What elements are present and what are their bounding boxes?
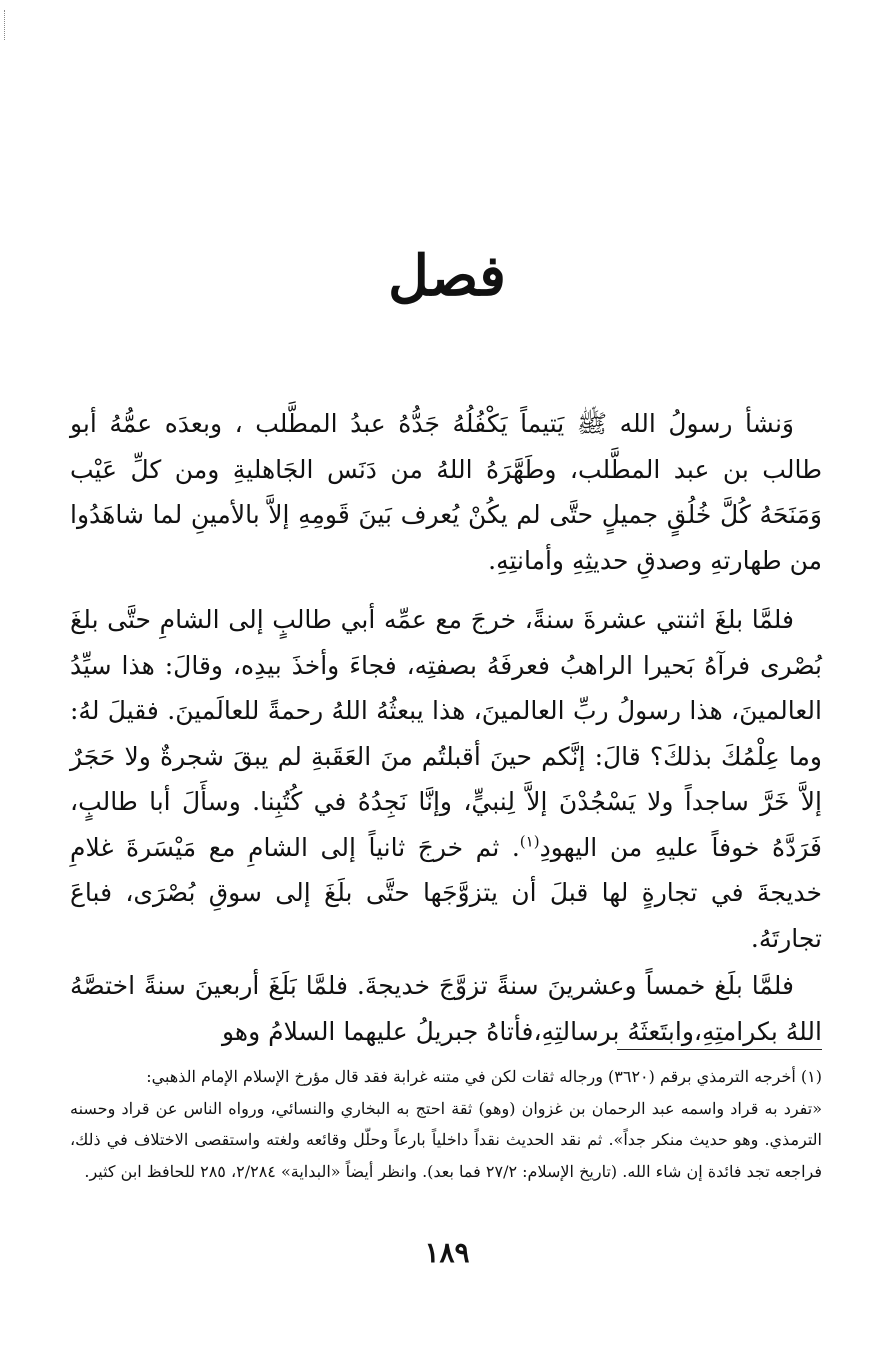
footnote-line-2: «تفرد به قراد واسمه عبد الرحمان بن غزوان (وهو) ثقة احتج به البخاري والنسائي، ورواه الناس عن قراد وحسنه الترمذي. وهو حديث منكر جداً». ثم نقد الحديث نقداً داخلياً بارعاً وحلّل وقائعه ولغته واستقصى الاختلاف في ذلك، فراجعه تجد فائدة إن شاء الله. (تاريخ الإسلام: ٢٧/٢ فما بعد). وانظر أيضاً «البداية» ٢/٢٨٤، ٢٨٥ للحافظ ابن كثير. (70, 1098, 823, 1181)
scan-edge-mark (4, 10, 7, 40)
footnote (70, 1061, 822, 1187)
footnote-separator (617, 1049, 822, 1050)
paragraph-text-before-footnote: فلمَّا بلغَ اثنتي عشرةَ سنةً، خرجَ مع عمِّه أبي طالبٍ إلى الشامِ حتَّى بلغَ بُصْرى فرآهُ بَحيرا الراهبُ فعرفَهُ بصفتِه، فجاءَ وأخذَ بيدِه، وقالَ: هذا سيِّدُ العالمينَ، هذا رسولُ ربِّ العالمينَ، هذا يبعثُهُ اللهُ رحمةً للعالَمينَ. فقيلَ لهُ: وما عِلْمُكَ بذلكَ؟ قالَ: إنَّكم حينَ أقبلتُم منَ العَقَبةِ لم يبقَ شجرةٌ ولا حَجَرٌ إلاَّ خَرَّ ساجداً ولا يَسْجُدْنَ إلاَّ لِنبيٍّ، وإنَّا نَجِدُهُ في كُتُبِنا. وسأَلَ أبا طالبٍ، فَرَدَّهُ خوفاً عليهِ من اليهودِ (70, 605, 822, 862)
page-number: ١٨٩ (424, 1236, 470, 1269)
paragraph-text-after-footnote: . ثم خرجَ ثانياً إلى الشامِ مع مَيْسَرةَ غلامِ خديجةَ في تجارةٍ لها قبلَ أن يتزوَّجَها حتَّى بلَغَ إلى سوقِ بُصْرَى، فباعَ تجارتَهُ. (70, 832, 822, 953)
paragraph-journey-to-sham (70, 597, 822, 961)
paragraph-marriage-and-prophethood: فلمَّا بلَغ خمساً وعشرينَ سنةً تزوَّجَ خديجةَ. فلمَّا بَلَغَ أربعينَ سنةً اختصَّهُ اللهُ بكرامتِهِ،وابتَعثَهُ برسالتِهِ،فأتاهُ جبريلُ عليهما السلامُ وهو (70, 971, 822, 1046)
paragraph-upbringing: وَنشأ رسولُ الله ﷺ يَتيماً يَكْفُلُهُ جَدُّهُ عبدُ المطَّلب ، وبعدَه عمُّهُ أبو طالب بن عبد المطَّلب، وطَهَّرَهُ اللهُ من دَنَس الجَاهليةِ ومن كلِّ عَيْب وَمَنَحَهُ كُلَّ خُلُقٍ جميلٍ حتَّى لم يكُنْ يُعرف بَينَ قَومِهِ إلاَّ بالأمينِ لما شاهَدُوا من طهارتهِ وصدقِ حديثِهِ وأمانتِهِ. (70, 409, 822, 575)
chapter-title: فصل (388, 242, 506, 309)
footnote-reference-marker: (١) (519, 832, 540, 851)
footnote-line-1: (١) أخرجه الترمذي برقم (٣٦٢٠) ورجاله ثقات لكن في متنه غرابة فقد قال مؤرخ الإسلام الإمام الذهبي: (146, 1067, 822, 1086)
